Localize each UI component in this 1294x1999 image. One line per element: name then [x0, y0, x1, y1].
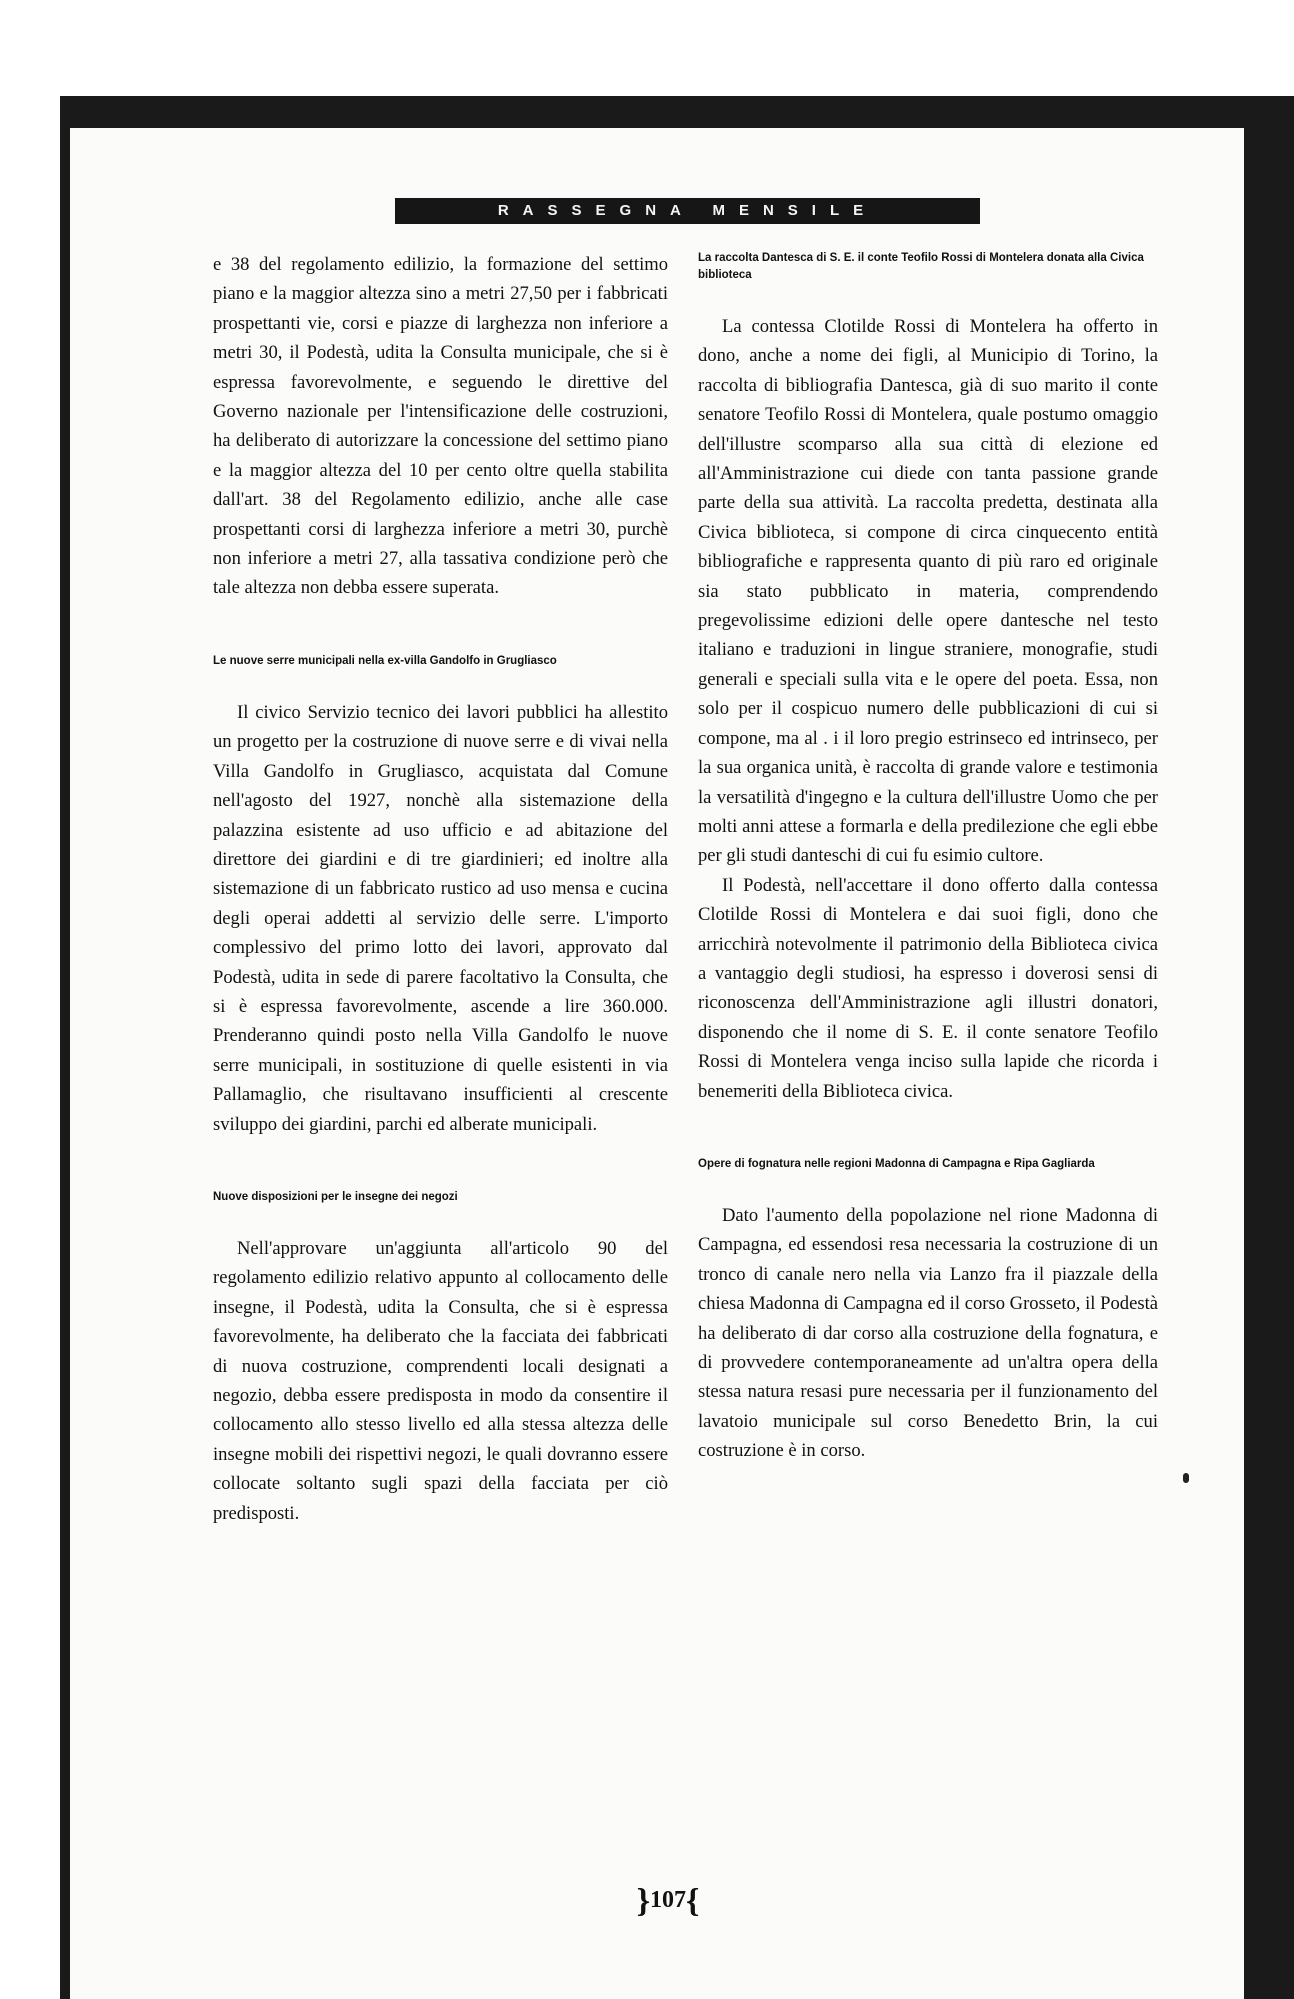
heading-serre: Le nuove serre municipali nella ex-villa Gandolfo in Grugliasco [213, 654, 557, 667]
body-dantesca-2: Il Podestà, nell'accettare il dono offerto dalla contessa Clotilde Rossi di Montelera e dai suoi figli, dono che arricchirà notevolmente il patrimonio della Biblioteca civica a vantaggio degli studiosi, ha espresso i doverosi sensi di riconoscenza dell'Amministrazione agli illustri donatori, disponendo che il nome di S. E. il conte senatore Teofilo Rossi di Montelera venga inciso sulla lapide che ricorda i benemeriti della Biblioteca civica. [698, 874, 1158, 1102]
margin-ink-mark [1183, 1473, 1189, 1483]
heading-insegne: Nuove disposizioni per le insegne dei negozi [213, 1190, 458, 1203]
running-header-title: RASSEGNA MENSILE [497, 202, 878, 219]
intro-paragraph: e 38 del regolamento edilizio, la formazione del settimo piano e la maggior altezza sino a metri 27,50 per i fabbricati prospettanti vie, corsi e piazze di larghezza non inferiore a metri 30, il Podestà, udita la Consulta municipale, che si è espressa favorevolmente, e seguendo le direttive del Governo nazionale per l'intensificazione delle costruzioni, ha deliberato di autorizzare la concessione del settimo piano e la maggior altezza del 10 per cento oltre quella stabilita dall'art. 38 del Regolamento edilizio, anche alle case prospettanti corsi di larghezza inferiore a metri 30, purchè non inferiore a metri 27, alla tassativa condizione però che tale altezza non debba essere superata. [213, 254, 668, 599]
spacer [213, 670, 668, 698]
spacer [213, 603, 668, 653]
spacer [213, 1206, 668, 1234]
page-number: 107 [650, 1887, 686, 1913]
page-number-ornament-left: } [636, 1882, 650, 1920]
body-fognatura: Dato l'aumento della popolazione nel rione Madonna di Campagna, ed essendosi resa necessaria la costruzione di un tronco di canale nero nella via Lanzo fra il piazzale della chiesa Madonna di Campagna ed il corso Grosseto, il Podestà ha deliberato di dar corso alla costruzione della fognatura, e di provvedere contemporaneamente ad un'altra opera della stessa natura resasi pure necessaria per il funzionamento del lavatoio municipale sul corso Benedetto Brin, la cui costruzione è in corso. [698, 1204, 1158, 1462]
spacer [698, 1173, 1158, 1201]
heading-fognatura: Opere di fognatura nelle regioni Madonna di Campagna e Ripa Gagliarda [698, 1157, 1095, 1170]
spacer [698, 284, 1158, 312]
heading-dantesca: La raccolta Dantesca di S. E. il conte Teofilo Rossi di Montelera donata alla Civica biblioteca [698, 252, 1144, 281]
right-column [698, 250, 1158, 1466]
running-header [395, 198, 980, 224]
body-serre: Il civico Servizio tecnico dei lavori pubblici ha allestito un progetto per la costruzione di nuove serre e di vivai nella Villa Gandolfo in Grugliasco, acquistata dal Comune nell'agosto del 1927, nonchè alla sistemazione della palazzina esistente ad uso ufficio e ad abitazione del direttore dei giardini e di tre giardinieri; ed inoltre alla sistemazione di un fabbricato rustico ad uso mensa e cucina degli operai addetti al servizio delle serre. L'importo complessivo del primo lotto dei lavori, approvato dal Podestà, udita in sede di parere facoltativo la Consulta, che si è espressa favorevolmente, ascende a lire 360.000. Prenderanno quindi posto nella Villa Gandolfo le nuove serre municipali, in sostituzione di quelle esistenti in via Pallamaglio, che risultavano insufficienti al crescente sviluppo dei giardini, parchi ed alberate municipali. [213, 701, 668, 1135]
left-column [213, 250, 668, 1528]
page-top-margin [0, 0, 1294, 96]
body-dantesca-1: La contessa Clotilde Rossi di Montelera ha offerto in dono, anche a nome dei figli, al Municipio di Torino, la raccolta di bibliografia Dantesca, già di suo marito il conte senatore Teofilo Rossi di Montelera, quale postumo omaggio dell'illustre scomparso alla sua città di elezione ed all'Amministrazione cui diede con tanta passione grande parte della sua attività. La raccolta predetta, destinata alla Civica biblioteca, si compone di circa cinquecento entità bibliografiche e rappresenta quanto di più raro ed originale sia stato pubblicato in materia, comprendendo pregevolissime edizioni delle opere dantesche nel testo italiano e traduzioni in lingue straniere, monografie, studi generali e speciali sulla vita e le opere del poeta. Essa, non solo per il cospicuo numero delle pubblicazioni di cui si compone, ma al . i il loro pregio estrinseco ed intrinseco, per la sua organica unità, è raccolta di grande valore e testimonia la versatilità d'ingegno e la cultura dell'illustre Uomo che per molti anni attese a formarla e della predilezione che egli ebbe per gli studi danteschi di cui fu esimio cultore. [698, 316, 1158, 867]
page-number-block [628, 1880, 708, 1920]
spacer [698, 1106, 1158, 1156]
page-number-ornament-right: { [686, 1882, 700, 1920]
body-insegne: Nell'approvare un'aggiunta all'articolo 90 del regolamento edilizio relativo appunto al collocamento delle insegne, il Podestà, udita la Consulta, che si è espressa favorevolmente, ha deliberato che la facciata dei fabbricati di nuova costruzione, comprendenti locali designati a negozio, debba essere predisposta in modo da consentire il collocamento allo stesso livello ed alla stessa altezza delle insegne mobili dei rispettivi negozi, le quali dovranno essere collocate soltanto sugli spazi della facciata per ciò predisposti. [213, 1237, 668, 1524]
spacer [213, 1139, 668, 1189]
